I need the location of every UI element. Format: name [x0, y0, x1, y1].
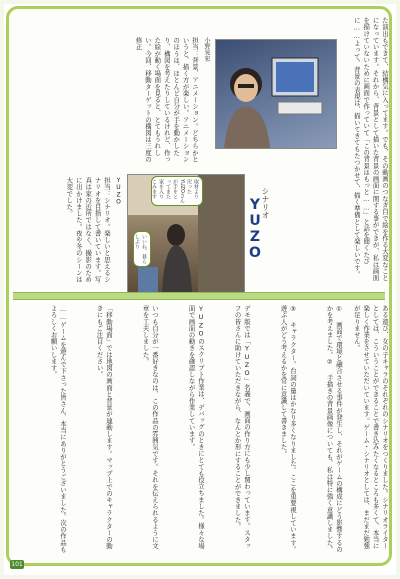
lower-column-4: デモ版では「YUZO」名義で、画面の作り方にも少し関わっています。スタッフの皆さんに助けていただきながら、なんとか形にすることができました。: [233, 305, 251, 549]
interview2-body-left: 担当：シナリオ。楽しいと思えるシナリオを目指して書いています。写真は家の近所ではなく、撮影のために出かけました。夜や冬のシーンは大変でした。: [65, 177, 111, 283]
lower-column-1: ある遊び、女の子キャラのそれぞれのシナリオをつくりました。シナリオライターとしては、こういうことができることで書き込みたくなるところも多くて、本当に楽しく作業をさせていただいています。ゲーム・シナリオとしては、まだまだ勉強が足りません。: [352, 305, 389, 550]
section-divider: [13, 292, 385, 300]
interview2-header-name: YUZO: [115, 177, 122, 206]
page-frame: [6, 6, 392, 566]
lower-column-6: いつも自分が一番好きなのは、この作品の雰囲気です。それを伝えられるように文章を工夫しました。: [141, 305, 159, 550]
lower-column-2: ① 画面で環境と融合させる事件が発生し、それがゲームの構成にどう影響するのかを考えました。② 手描きの背景画像についても、私は特に強く意識しました。: [325, 305, 343, 553]
lower-column-8: ……ゲームを遊んで下さった皆さん、本当にありがとうございました。次の作品もよろしくお願いします。: [49, 305, 67, 553]
lower-column-5: YUZOのスクリプト作業は、デバッグのときにとても役立ちました。様々な場面で画面の動きを確認しながら作業しています。: [187, 305, 205, 549]
interview1-body-left: 担当：背景、アニメーション。どちらかというと、描く方が楽しい。アニメーションのほうは、ほとんど自分が手を動かしたり、構図を考えたりしているけれど、作った絵が動く場面を見ると、とてもうれしい。今回、移動ターゲットの構図は三度の修正: [134, 37, 199, 163]
interview1-body-right: た演出もできて、結構気に入ってます。でも、その動画のつなぎ目で絵を作る大変なことになっています。それから、背景として描いた背景の画面に関する事ができが、私は画面を描けていないために画面で作っていて「この背景はもっと……」と話を聞くたびに……よって、背景の表現は、描いてきてもたつかせて、描く準備として楽しいです。: [352, 17, 389, 281]
lower-column-7: 「移動場面」では地図の画面と背景が連動します。マップ上でのキャラクターの動きにもご注目ください。: [95, 305, 113, 550]
interview2-caption1: 取材より戻ったYUZOさんが手をとってまた家を入りこみます: [151, 176, 203, 206]
interview1-header-name: 小野晃宏: [203, 37, 210, 62]
interview2-role: シナリオ: [261, 187, 270, 219]
lower-column-3: ③ キャラクター。台詞の量はかなり多くなりました。ここを重要視しています。遊ぶ人がどう考えるかを常に意識して書きました。: [279, 305, 297, 553]
magazine-page: [4, 4, 396, 575]
page-number: 101: [11, 561, 23, 568]
interview2-caption2: いいね、暮らしぶり: [133, 231, 151, 267]
interview2-name: YUZO: [247, 197, 263, 261]
interview1-photo: [215, 39, 337, 149]
